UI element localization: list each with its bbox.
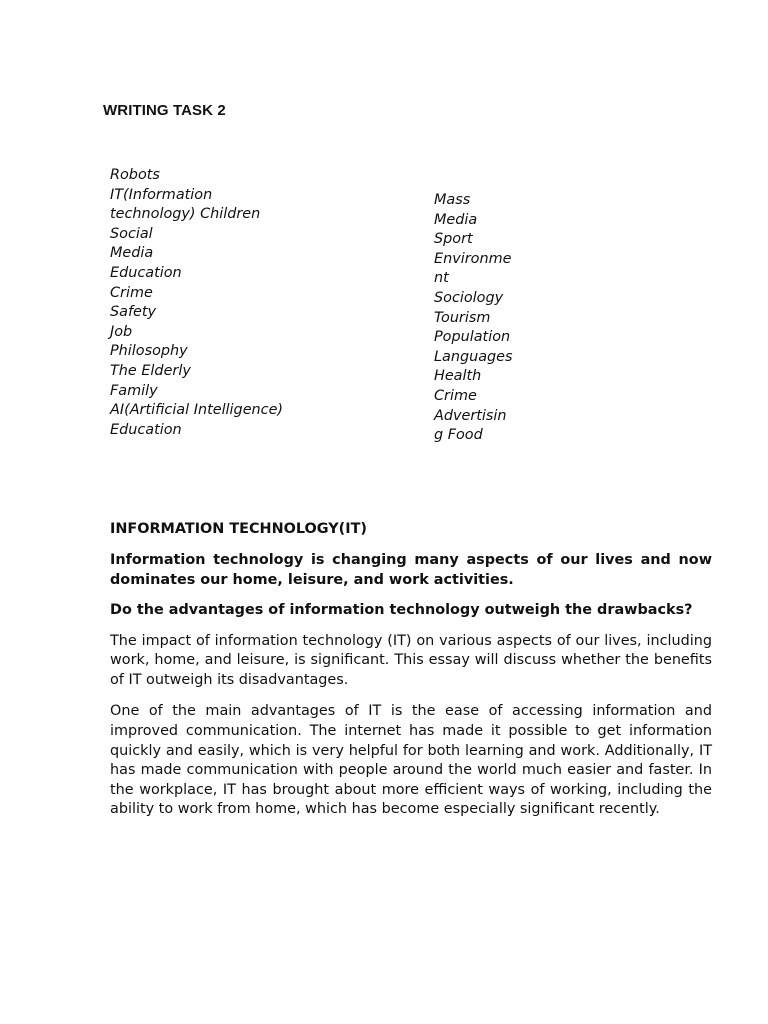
topic-item: g Food xyxy=(434,427,483,444)
topic-item: Tourism xyxy=(434,309,491,326)
topic-item: Education xyxy=(110,421,182,438)
topic-item: The Elderly xyxy=(110,362,191,379)
topic-item: Robots xyxy=(110,167,160,183)
topic-item: Education xyxy=(110,264,182,281)
topic-item: Crime xyxy=(434,387,477,404)
essay xyxy=(110,519,720,832)
topic-item: Safety xyxy=(110,304,157,321)
essay-paragraph: One of the main advantages of IT is the ease of accessing information and improved communication. The internet has made it possible to get information quickly and easily, which is very helpful for both learning and work. Additionally, IT has made communication with people around the world much easier and faster. In the workplace, IT has brought about more efficient ways of working, including the ability to work from home, which has become especially significant recently. xyxy=(110,703,712,818)
topic-item: Crime xyxy=(110,284,153,301)
topic-item: Sport xyxy=(434,231,473,248)
essay-question: Do the advantages of information technology outweigh the drawbacks? xyxy=(110,602,693,619)
topic-item: Population xyxy=(434,329,511,346)
topic-item: Job xyxy=(110,323,133,340)
topic-item: AI(Artificial Intelligence) xyxy=(110,402,284,419)
topic-list-left xyxy=(110,166,285,440)
page-title: WRITING TASK 2 xyxy=(103,102,226,119)
topic-item: Media xyxy=(110,245,154,262)
essay-heading: INFORMATION TECHNOLOGY(IT) xyxy=(110,521,367,537)
topic-list-right xyxy=(434,191,526,446)
topic-item: Sociology xyxy=(434,289,504,306)
topic-item: Mass xyxy=(434,192,471,208)
topic-item: Family xyxy=(110,382,158,399)
topic-item: Environme xyxy=(434,250,512,267)
essay-prompt: Information technology is changing many aspects of our lives and now dominates our home, leisure, and work activities. xyxy=(110,552,712,588)
topic-item: nt xyxy=(434,270,449,287)
topic-item: Philosophy xyxy=(110,343,188,360)
topic-item: Media xyxy=(434,211,478,228)
essay-paragraph: The impact of information technology (IT) on various aspects of our lives, including work, home, and leisure, is significant. This essay will discuss whether the benefits of IT outweigh its disadvantages. xyxy=(110,632,712,688)
topic-item: Social xyxy=(110,225,153,242)
topic-item: Languages xyxy=(434,348,513,365)
topic-item: Health xyxy=(434,368,482,385)
topic-item: IT(Information technology) Children xyxy=(110,186,261,223)
topic-item: Advertisin xyxy=(434,407,507,424)
